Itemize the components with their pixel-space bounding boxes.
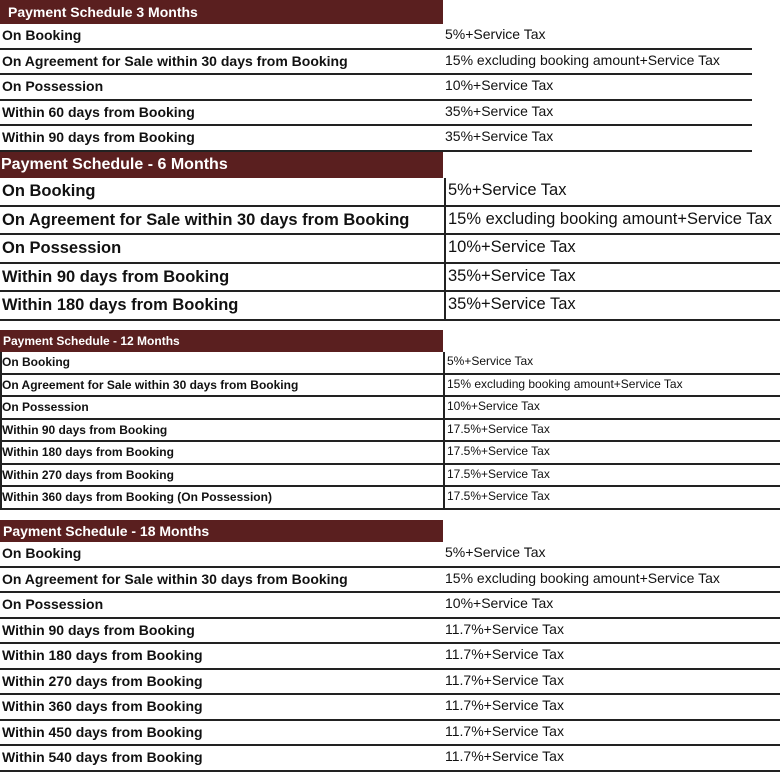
payment-value: 5%+Service Tax <box>445 26 546 42</box>
payment-value: 11.7%+Service Tax <box>445 620 564 637</box>
schedule-row <box>0 397 780 420</box>
schedule-row <box>0 721 780 747</box>
schedule-header: Payment Schedule 3 Months <box>0 0 443 24</box>
schedule-row <box>0 352 780 375</box>
schedule-row <box>0 542 780 568</box>
milestone-label: On Booking <box>2 355 70 369</box>
milestone-label: On Booking <box>2 182 96 200</box>
milestone-label: Within 270 days from Booking <box>2 672 203 689</box>
payment-value: 5%+Service Tax <box>447 354 534 368</box>
milestone-label: Within 180 days from Booking <box>2 445 174 459</box>
milestone-label: Within 450 days from Booking <box>2 723 203 740</box>
payment-value: 11.7%+Service Tax <box>445 748 564 764</box>
column-divider <box>444 235 446 264</box>
payment-value: 11.7%+Service Tax <box>445 646 564 662</box>
column-divider <box>444 207 446 236</box>
milestone-label: On Agreement for Sale within 30 days from Booking <box>2 570 348 587</box>
milestone-label: On Possession <box>2 78 104 95</box>
schedule-row <box>0 178 780 207</box>
milestone-label: Within 270 days from Booking <box>2 467 174 482</box>
column-divider <box>444 292 446 321</box>
milestone-label: Within 360 days from Booking (On Possession) <box>2 490 272 504</box>
table-left-border <box>0 465 2 488</box>
milestone-label: On Agreement for Sale within 30 days from Booking <box>2 210 410 229</box>
schedule-row <box>0 695 780 721</box>
column-divider <box>443 442 445 465</box>
schedule-row <box>0 292 780 321</box>
schedule-row <box>0 619 780 645</box>
payment-value: 10%+Service Tax <box>445 77 554 94</box>
schedule-row <box>0 670 780 696</box>
column-divider <box>443 375 445 398</box>
payment-value: 15% excluding booking amount+Service Tax <box>445 51 720 68</box>
milestone-label: On Booking <box>2 545 82 561</box>
schedule-row <box>0 568 780 594</box>
payment-value: 35%+Service Tax <box>448 295 576 314</box>
milestone-label: Within 180 days from Booking <box>2 647 203 663</box>
schedule-header: Payment Schedule - 6 Months <box>0 152 443 178</box>
schedule-row <box>0 420 780 443</box>
column-divider <box>443 487 445 510</box>
payment-value: 11.7%+Service Tax <box>445 722 564 739</box>
schedule-header: Payment Schedule - 12 Months <box>0 330 443 352</box>
table-left-border <box>0 442 2 465</box>
column-divider <box>443 465 445 488</box>
row-divider <box>0 770 780 772</box>
milestone-label: Within 360 days from Booking <box>2 698 203 714</box>
schedule-header: Payment Schedule - 18 Months <box>0 520 443 542</box>
row-divider <box>0 508 780 510</box>
payment-value: 17.5%+Service Tax <box>447 489 550 503</box>
table-left-border <box>0 420 2 443</box>
table-left-border <box>0 397 2 420</box>
schedule-row <box>0 487 780 510</box>
payment-value: 10%+Service Tax <box>447 399 540 413</box>
table-left-border <box>0 375 2 398</box>
milestone-label: On Agreement for Sale within 30 days from Booking <box>2 52 348 69</box>
row-divider <box>0 319 780 321</box>
schedule-row <box>0 442 780 465</box>
payment-value: 35%+Service Tax <box>445 128 554 145</box>
payment-value: 15% excluding booking amount+Service Tax <box>445 569 720 586</box>
milestone-label: On Booking <box>2 27 82 43</box>
schedule-row <box>0 375 780 398</box>
schedule-row <box>0 593 780 619</box>
payment-value: 5%+Service Tax <box>445 544 546 560</box>
milestone-label: Within 180 days from Booking <box>2 296 239 315</box>
payment-value: 17.5%+Service Tax <box>447 466 550 481</box>
milestone-label: Within 90 days from Booking <box>2 621 195 638</box>
payment-value: 10%+Service Tax <box>445 595 554 611</box>
payment-value: 10%+Service Tax <box>448 238 576 257</box>
milestone-label: On Agreement for Sale within 30 days from Booking <box>2 377 299 392</box>
schedule-row <box>0 24 780 50</box>
payment-value: 17.5%+Service Tax <box>447 421 550 436</box>
payment-value: 35%+Service Tax <box>448 266 576 285</box>
schedule-row <box>0 644 780 670</box>
column-divider <box>443 397 445 420</box>
schedule-row <box>0 75 780 101</box>
payment-value: 35%+Service Tax <box>445 102 554 119</box>
milestone-label: Within 90 days from Booking <box>2 129 195 146</box>
payment-value: 15% excluding booking amount+Service Tax <box>447 376 683 391</box>
payment-value: 15% excluding booking amount+Service Tax <box>448 209 772 228</box>
column-divider <box>444 178 446 207</box>
column-divider <box>443 420 445 443</box>
milestone-label: Within 540 days from Booking <box>2 749 203 765</box>
schedule-row <box>0 101 780 127</box>
milestone-label: On Possession <box>2 400 89 414</box>
milestone-label: On Possession <box>2 596 104 612</box>
payment-value: 5%+Service Tax <box>448 181 567 199</box>
table-left-border <box>0 487 2 510</box>
schedule-row <box>0 264 780 293</box>
payment-value: 17.5%+Service Tax <box>447 444 550 458</box>
milestone-label: Within 90 days from Booking <box>2 267 230 286</box>
payment-value: 11.7%+Service Tax <box>445 697 564 713</box>
schedule-row <box>0 50 780 76</box>
column-divider <box>444 264 446 293</box>
milestone-label: Within 90 days from Booking <box>2 422 168 437</box>
milestone-label: On Possession <box>2 239 122 258</box>
payment-value: 11.7%+Service Tax <box>445 671 564 688</box>
schedule-row <box>0 126 780 152</box>
milestone-label: Within 60 days from Booking <box>2 103 195 120</box>
schedule-row <box>0 465 780 488</box>
table-left-border <box>0 352 2 375</box>
schedule-row <box>0 207 780 236</box>
schedule-row <box>0 235 780 264</box>
column-divider <box>443 352 445 375</box>
